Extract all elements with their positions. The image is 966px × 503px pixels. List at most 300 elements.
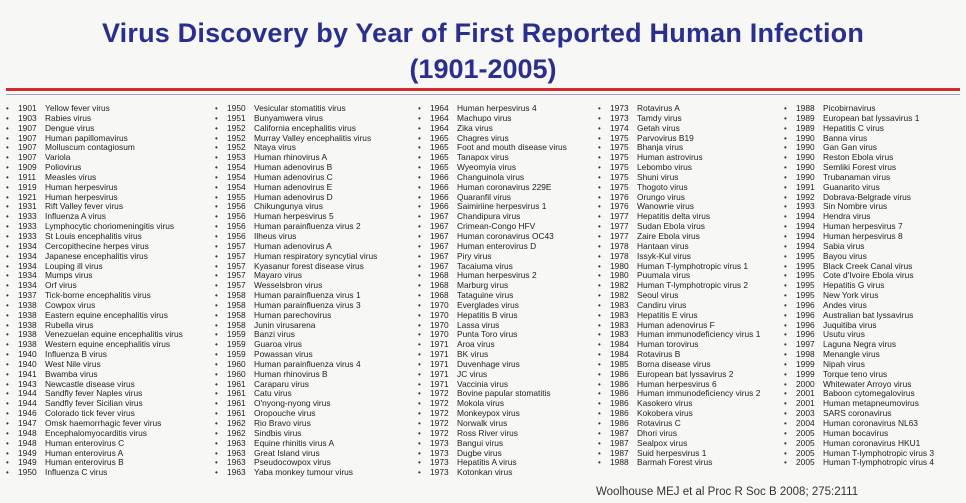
year: 1909 — [18, 162, 37, 173]
year: 1968 — [430, 270, 449, 281]
year: 1974 — [610, 122, 629, 133]
year: 1965 — [430, 132, 449, 143]
bullet-icon: • — [6, 468, 9, 478]
year: 1933 — [18, 230, 37, 241]
virus-name: Kokobera virus — [637, 408, 693, 419]
bullet-icon: • — [598, 458, 601, 468]
virus-name: Influenza B virus — [45, 349, 107, 360]
bullet-icon: • — [598, 251, 601, 261]
virus-name: Human parainfluenza virus 1 — [254, 290, 361, 301]
year: 1971 — [430, 349, 449, 360]
year: 1931 — [18, 201, 37, 212]
bullet-icon: • — [418, 281, 421, 291]
virus-name: Thogoto virus — [637, 181, 688, 192]
bullet-icon: • — [6, 359, 9, 369]
year: 1953 — [227, 152, 246, 163]
bullet-icon: • — [215, 241, 218, 251]
year: 1994 — [796, 230, 815, 241]
bullet-icon: • — [215, 291, 218, 301]
year: 1995 — [796, 260, 815, 271]
year: 1952 — [227, 122, 246, 133]
bullet-icon: • — [6, 143, 9, 153]
year: 1983 — [610, 299, 629, 310]
virus-name: Bovine papular stomatitis — [457, 388, 551, 399]
bullet-icon: • — [418, 340, 421, 350]
virus-name: Human immunodeficiency virus 2 — [637, 388, 761, 399]
year: 1934 — [18, 250, 37, 261]
bullet-icon: • — [784, 448, 787, 458]
virus-name: Sindbis virus — [254, 427, 302, 438]
virus-name: Machupo virus — [457, 112, 512, 123]
bullet-icon: • — [598, 399, 601, 409]
year: 1971 — [430, 368, 449, 379]
year: 1977 — [610, 221, 629, 232]
year: 1959 — [227, 349, 246, 360]
virus-name: Bayou virus — [823, 250, 867, 261]
year: 1967 — [430, 240, 449, 251]
bullet-icon: • — [215, 448, 218, 458]
year: 1938 — [18, 299, 37, 310]
bullet-icon: • — [598, 212, 601, 222]
virus-name: Cote d'Ivoire Ebola virus — [823, 270, 914, 281]
year: 1961 — [227, 408, 246, 419]
bullet-icon: • — [6, 320, 9, 330]
virus-name: Human adenovirus C — [254, 171, 333, 182]
bullet-icon: • — [6, 261, 9, 271]
virus-name: Human herpesvirus — [45, 181, 118, 192]
virus-name: Tanapox virus — [457, 152, 509, 163]
year: 1996 — [796, 319, 815, 330]
virus-name: Hepatitis B virus — [457, 309, 518, 320]
virus-name: Human adenovirus D — [254, 191, 333, 202]
year: 1940 — [18, 349, 37, 360]
virus-name: Hepatitis E virus — [637, 309, 698, 320]
bullet-icon: • — [215, 231, 218, 241]
year: 1998 — [796, 349, 815, 360]
virus-name: Piry virus — [457, 250, 492, 261]
year: 1938 — [18, 319, 37, 330]
year: 1907 — [18, 142, 37, 153]
year: 1982 — [610, 280, 629, 291]
bullet-icon: • — [598, 448, 601, 458]
year: 1984 — [610, 339, 629, 350]
virus-name: Hepatitis G virus — [823, 280, 885, 291]
virus-name: Louping ill virus — [45, 260, 103, 271]
bullet-icon: • — [215, 350, 218, 360]
virus-name: Lymphocytic choriomeningitis virus — [45, 221, 175, 232]
bullet-icon: • — [598, 104, 601, 113]
year: 1989 — [796, 112, 815, 123]
bullet-icon: • — [598, 192, 601, 202]
year: 2005 — [796, 457, 815, 468]
bullet-icon: • — [418, 212, 421, 222]
year: 1996 — [796, 329, 815, 340]
virus-name: Venezuelan equine encephalitis virus — [45, 329, 183, 340]
year: 1995 — [796, 280, 815, 291]
year: 1961 — [227, 398, 246, 409]
bullet-icon: • — [418, 350, 421, 360]
year: 1958 — [227, 299, 246, 310]
bullet-icon: • — [6, 300, 9, 310]
bullet-icon: • — [215, 330, 218, 340]
bullet-icon: • — [598, 350, 601, 360]
virus-name: Human adenovirus E — [254, 181, 333, 192]
year: 1985 — [610, 358, 629, 369]
bullet-icon: • — [6, 350, 9, 360]
year: 1989 — [796, 122, 815, 133]
year: 2005 — [796, 447, 815, 458]
year: 1995 — [796, 250, 815, 261]
virus-name: Catu virus — [254, 388, 292, 399]
bullet-icon: • — [598, 143, 601, 153]
bullet-icon: • — [6, 163, 9, 173]
bullet-icon: • — [6, 379, 9, 389]
bullet-icon: • — [784, 359, 787, 369]
year: 1967 — [430, 230, 449, 241]
virus-name: California encephalitis virus — [254, 122, 356, 133]
virus-name: Baboon cytomegalovirus — [823, 388, 915, 399]
bullet-icon: • — [6, 330, 9, 340]
bullet-icon: • — [215, 172, 218, 182]
year: 1990 — [796, 142, 815, 153]
bullet-icon: • — [598, 271, 601, 281]
virus-name: Junin virusarena — [254, 319, 316, 330]
virus-name: Human adenovirus F — [637, 319, 715, 330]
virus-name: Reston Ebola virus — [823, 152, 894, 163]
year: 1990 — [796, 162, 815, 173]
bullet-icon: • — [598, 438, 601, 448]
year: 1990 — [796, 171, 815, 182]
bullet-icon: • — [598, 428, 601, 438]
virus-name: Guanarito virus — [823, 181, 880, 192]
year: 1949 — [18, 457, 37, 468]
virus-name: Zika virus — [457, 122, 493, 133]
bullet-icon: • — [598, 409, 601, 419]
bullet-icon: • — [215, 153, 218, 163]
bullet-icon: • — [598, 133, 601, 143]
bullet-icon: • — [215, 192, 218, 202]
virus-name: Human respiratory syncytial virus — [254, 250, 378, 261]
bullet-icon: • — [784, 241, 787, 251]
bullet-icon: • — [784, 300, 787, 310]
year: 1971 — [430, 339, 449, 350]
virus-name: BK virus — [457, 349, 489, 360]
virus-name: Aroa virus — [457, 339, 495, 350]
year: 1964 — [430, 122, 449, 133]
virus-name: Tamdy virus — [637, 112, 682, 123]
bullet-icon: • — [598, 310, 601, 320]
year: 1958 — [227, 290, 246, 301]
blue-divider — [6, 94, 960, 95]
year: 1980 — [610, 270, 629, 281]
virus-name: Hepatitis delta virus — [637, 211, 711, 222]
virus-name: Human astrovirus — [637, 152, 703, 163]
virus-name: Orf virus — [45, 280, 77, 291]
bullet-icon: • — [6, 310, 9, 320]
bullet-icon: • — [215, 458, 218, 468]
bullet-icon: • — [6, 271, 9, 281]
bullet-icon: • — [6, 231, 9, 241]
year: 1986 — [610, 378, 629, 389]
bullet-icon: • — [598, 359, 601, 369]
year: 1991 — [796, 181, 815, 192]
page-title: Virus Discovery by Year of First Reported Human Infection — [101, 18, 865, 48]
virus-name: Human enterovirus C — [45, 437, 125, 448]
virus-name: Vesicular stomatitis virus — [254, 103, 346, 113]
virus-name: Punta Toro virus — [457, 329, 518, 340]
virus-name: Andes virus — [823, 299, 867, 310]
bullet-icon: • — [215, 133, 218, 143]
bullet-icon: • — [418, 261, 421, 271]
bullet-icon: • — [215, 399, 218, 409]
virus-name: Variola — [45, 152, 71, 163]
virus-name: Influenza C virus — [45, 467, 108, 478]
year: 1960 — [227, 368, 246, 379]
year: 2005 — [796, 427, 815, 438]
virus-name: Kyasanur forest disease virus — [254, 260, 364, 271]
virus-name: European bat lyssavirus 1 — [823, 112, 920, 123]
bullet-icon: • — [418, 320, 421, 330]
virus-name: Equine rhinitis virus A — [254, 437, 335, 448]
virus-name: Human parainfluenza virus 3 — [254, 299, 361, 310]
virus-name: Measles virus — [45, 171, 97, 182]
virus-name: Rotavirus B — [637, 349, 681, 360]
year: 1961 — [227, 388, 246, 399]
bullet-icon: • — [6, 123, 9, 133]
year: 1966 — [430, 201, 449, 212]
year: 1964 — [430, 103, 449, 113]
bullet-icon: • — [784, 231, 787, 241]
bullet-icon: • — [418, 300, 421, 310]
year: 1959 — [227, 329, 246, 340]
year: 1990 — [796, 132, 815, 143]
virus-name: Everglades virus — [457, 299, 519, 310]
year: 1983 — [610, 329, 629, 340]
bullet-icon: • — [215, 468, 218, 478]
year: 1934 — [18, 270, 37, 281]
virus-name: Issyk-Kul virus — [637, 250, 691, 261]
year: 1970 — [430, 309, 449, 320]
virus-name: Banna virus — [823, 132, 868, 143]
year: 2001 — [796, 398, 815, 409]
virus-name: Rabies virus — [45, 112, 92, 123]
year: 1986 — [610, 398, 629, 409]
virus-name: Caraparu virus — [254, 378, 309, 389]
virus-name: St Louis encephalitis virus — [45, 230, 142, 241]
virus-name: Dobrava-Belgrade virus — [823, 191, 911, 202]
year: 2000 — [796, 378, 815, 389]
virus-name: JC virus — [457, 368, 488, 379]
virus-name: Sudan Ebola virus — [637, 221, 705, 232]
virus-name: Wesselsbron virus — [254, 280, 323, 291]
year: 1954 — [227, 171, 246, 182]
bullet-icon: • — [215, 104, 218, 113]
bullet-icon: • — [6, 340, 9, 350]
virus-name: Human herpesvirus 7 — [823, 221, 903, 232]
virus-name: Sabia virus — [823, 240, 865, 251]
year: 1994 — [796, 221, 815, 232]
virus-name: Chagres virus — [457, 132, 509, 143]
virus-name: Getah virus — [637, 122, 680, 133]
bullet-icon: • — [784, 202, 787, 212]
bullet-icon: • — [598, 182, 601, 192]
year: 1934 — [18, 240, 37, 251]
year: 1968 — [430, 290, 449, 301]
bullet-icon: • — [6, 428, 9, 438]
bullet-icon: • — [418, 310, 421, 320]
virus-name: Encephalomyocarditis virus — [45, 427, 147, 438]
year: 1957 — [227, 250, 246, 261]
bullet-icon: • — [215, 300, 218, 310]
virus-name: Bunyamwera virus — [254, 112, 323, 123]
year: 1954 — [227, 162, 246, 173]
virus-name: Ross River virus — [457, 427, 518, 438]
virus-name: Picobirnavirus — [823, 103, 876, 113]
virus-name: Tacaiuma virus — [457, 260, 513, 271]
virus-name: Banzi virus — [254, 329, 295, 340]
virus-name: Dengue virus — [45, 122, 95, 133]
virus-name: Nipah virus — [823, 358, 865, 369]
virus-name: Barmah Forest virus — [637, 457, 713, 468]
bullet-icon: • — [215, 271, 218, 281]
year: 1968 — [430, 280, 449, 291]
bullet-icon: • — [598, 261, 601, 271]
virus-name: New York virus — [823, 290, 879, 301]
virus-name: European bat lyssavirus 2 — [637, 368, 734, 379]
bullet-icon: • — [784, 123, 787, 133]
citation: Woolhouse MEJ et al Proc R Soc B 2008; 275:2111 — [596, 486, 859, 498]
bullet-icon: • — [784, 192, 787, 202]
virus-name: Hepatitis C virus — [823, 122, 884, 133]
bullet-icon: • — [6, 202, 9, 212]
bullet-icon: • — [6, 241, 9, 251]
virus-name: Kotonkan virus — [457, 467, 513, 478]
year: 1955 — [227, 191, 246, 202]
bullet-icon: • — [6, 192, 9, 202]
bullet-icon: • — [598, 231, 601, 241]
bullet-icon: • — [418, 468, 421, 478]
virus-name: Rotavirus C — [637, 418, 681, 428]
virus-name: Human T-lymphotropic virus 3 — [823, 447, 935, 458]
bullet-icon: • — [418, 409, 421, 419]
virus-name: Vaccinia virus — [457, 378, 509, 389]
year: 1970 — [430, 299, 449, 310]
bullet-icon: • — [215, 428, 218, 438]
bullet-icon: • — [6, 291, 9, 301]
virus-name: Molluscum contagiosum — [45, 142, 135, 153]
virus-name: Orungo virus — [637, 191, 685, 202]
bullet-icon: • — [598, 379, 601, 389]
bullet-icon: • — [598, 123, 601, 133]
virus-name: Human herpesvirus 2 — [457, 270, 537, 281]
virus-name: Saimiriine herpesvirus 1 — [457, 201, 547, 212]
year: 1973 — [430, 437, 449, 448]
bullet-icon: • — [215, 281, 218, 291]
year: 1970 — [430, 319, 449, 330]
year: 1975 — [610, 152, 629, 163]
virus-name: Laguna Negra virus — [823, 339, 897, 350]
virus-name: Human coronavirus NL63 — [823, 418, 918, 428]
virus-name: Colorado tick fever virus — [45, 408, 135, 419]
virus-name: Chikungunya virus — [254, 201, 323, 212]
year: 1972 — [430, 398, 449, 409]
year: 1987 — [610, 437, 629, 448]
year: 1967 — [430, 260, 449, 271]
virus-name: Semliki Forest virus — [823, 162, 897, 173]
virus-name: Quaranfil virus — [457, 191, 511, 202]
bullet-icon: • — [215, 251, 218, 261]
year: 1992 — [796, 191, 815, 202]
bullet-icon: • — [418, 419, 421, 428]
virus-name: Powassan virus — [254, 349, 313, 360]
virus-name: Puumala virus — [637, 270, 691, 281]
virus-name: Suid herpesvirus 1 — [637, 447, 707, 458]
bullet-icon: • — [418, 359, 421, 369]
virus-list — [0, 104, 966, 484]
red-divider — [6, 88, 960, 91]
bullet-icon: • — [6, 409, 9, 419]
year: 1950 — [18, 467, 37, 478]
year: 1938 — [18, 339, 37, 350]
virus-name: Rotavirus A — [637, 103, 680, 113]
year: 1957 — [227, 270, 246, 281]
virus-name: Human herpesvirus 5 — [254, 211, 334, 222]
virus-name: Juquitiba virus — [823, 319, 877, 330]
virus-name: Rift Valley fever virus — [45, 201, 124, 212]
year: 1961 — [227, 378, 246, 389]
bullet-icon: • — [784, 409, 787, 419]
year: 1937 — [18, 290, 37, 301]
virus-name: Human adenovirus B — [254, 162, 333, 173]
year: 1952 — [227, 142, 246, 153]
virus-name: Mumps virus — [45, 270, 93, 281]
virus-name: Ilheus virus — [254, 230, 297, 241]
bullet-icon: • — [6, 153, 9, 163]
bullet-icon: • — [6, 251, 9, 261]
year: 1948 — [18, 427, 37, 438]
year: 1967 — [430, 211, 449, 222]
virus-name: Bwamba virus — [45, 368, 98, 379]
year: 1975 — [610, 132, 629, 143]
virus-name: Crimean-Congo HFV — [457, 221, 536, 232]
year: 1967 — [430, 250, 449, 261]
bullet-icon: • — [215, 143, 218, 153]
bullet-icon: • — [6, 104, 9, 113]
bullet-icon: • — [784, 340, 787, 350]
virus-name: Zaire Ebola virus — [637, 230, 700, 241]
year: 1944 — [18, 398, 37, 409]
year: 1972 — [430, 388, 449, 399]
virus-name: Parvovirus B19 — [637, 132, 694, 143]
year: 1963 — [227, 447, 246, 458]
bullet-icon: • — [215, 320, 218, 330]
virus-name: Human immunodeficiency virus 1 — [637, 329, 761, 340]
year: 1984 — [610, 349, 629, 360]
bullet-icon: • — [6, 448, 9, 458]
virus-name: Shuni virus — [637, 171, 679, 182]
virus-name: Duvenhage virus — [457, 358, 520, 369]
virus-name: Human bocavirus — [823, 427, 889, 438]
year: 1973 — [430, 457, 449, 468]
virus-name: Wyeomyia virus — [457, 162, 517, 173]
virus-name: Oropouche virus — [254, 408, 316, 419]
virus-name: Influenza A virus — [45, 211, 106, 222]
bullet-icon: • — [784, 153, 787, 163]
year: 1987 — [610, 427, 629, 438]
bullet-icon: • — [418, 192, 421, 202]
virus-name: Rio Bravo virus — [254, 418, 311, 428]
year: 1919 — [18, 181, 37, 192]
